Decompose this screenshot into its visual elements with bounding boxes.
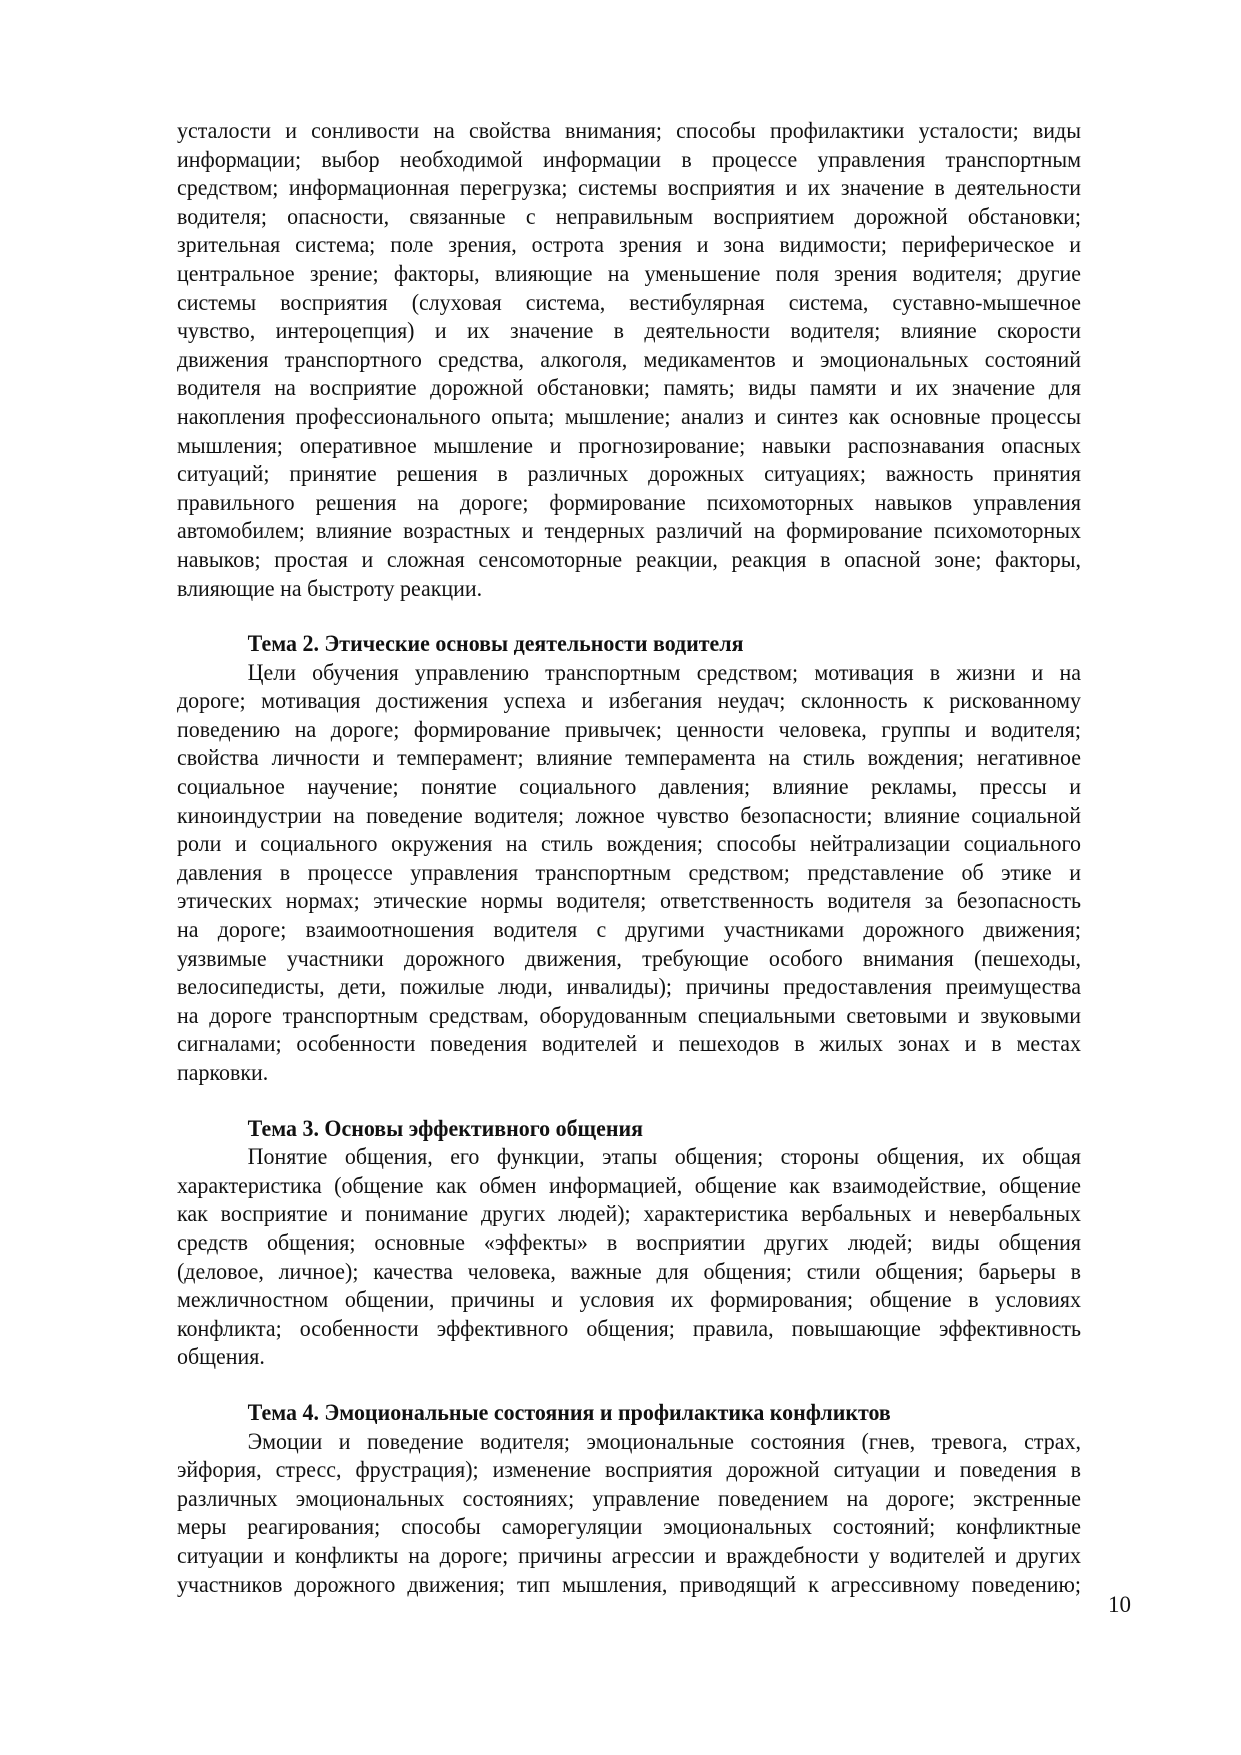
section-topic-3 bbox=[177, 1115, 1081, 1372]
section-topic-4 bbox=[177, 1399, 1081, 1599]
intro-paragraph bbox=[177, 117, 1081, 603]
text-line: этических нормах; этические нормы водителя; ответственность водителя за безопасность bbox=[177, 888, 1081, 915]
text-line: водителя на восприятие дорожной обстановки; память; виды памяти и их значение для bbox=[177, 375, 1081, 402]
text-line: зрительная система; поле зрения, острота зрения и зона видимости; периферическое и bbox=[177, 232, 1081, 259]
text-line: мышления; оперативное мышление и прогнозирование; навыки распознавания опасных bbox=[177, 432, 1081, 459]
paragraph-gap bbox=[177, 603, 1081, 630]
text-line: водителя; опасности, связанные с неправильным восприятием дорожной обстановки; bbox=[177, 203, 1081, 230]
text-line: участников дорожного движения; тип мышления, приводящий к агрессивному поведению; bbox=[177, 1571, 1081, 1598]
text-line: движения транспортного средства, алкоголя, медикаментов и эмоциональных состояний bbox=[177, 346, 1081, 373]
text-line: киноиндустрии на поведение водителя; ложное чувство безопасности; влияние социальной bbox=[177, 802, 1081, 829]
text-line: системы восприятия (слуховая система, вестибулярная система, суставно-мышечное bbox=[177, 289, 1081, 316]
text-line: средств общения; основные «эффекты» в восприятии других людей; виды общения bbox=[177, 1229, 1081, 1256]
text-line: чувство, интероцепция) и их значение в деятельности водителя; влияние скорости bbox=[177, 318, 1081, 345]
section-heading: Тема 3. Основы эффективного общения bbox=[247, 1115, 643, 1142]
text-line: общения. bbox=[177, 1344, 265, 1371]
text-line: социальное научение; понятие социального давления; влияние рекламы, прессы и bbox=[177, 774, 1081, 801]
page-number: 10 bbox=[1108, 1592, 1131, 1617]
text-line: давления в процессе управления транспортным средством; представление об этике и bbox=[177, 859, 1081, 886]
text-line: уязвимые участники дорожного движения, требующие особого внимания (пешеходы, bbox=[177, 945, 1081, 972]
text-line: правильного решения на дороге; формирование психомоторных навыков управления bbox=[177, 489, 1081, 516]
text-line: влияющие на быстроту реакции. bbox=[177, 575, 483, 602]
text-line: усталости и сонливости на свойства внимания; способы профилактики усталости; виды bbox=[177, 118, 1081, 144]
text-line: межличностном общении, причины и условия их формирования; общение в условиях bbox=[177, 1287, 1081, 1314]
text-line: роли и социального окружения на стиль вождения; способы нейтрализации социального bbox=[177, 831, 1081, 858]
text-line: ситуации и конфликты на дороге; причины агрессии и враждебности у водителей и других bbox=[177, 1542, 1081, 1569]
text-line: автомобилем; влияние возрастных и тендерных различий на формирование психомоторных bbox=[177, 518, 1081, 545]
text-line: сигналами; особенности поведения водителей и пешеходов в жилых зонах и в местах bbox=[177, 1031, 1081, 1058]
text-line: (деловое, личное); качества человека, важные для общения; стили общения; барьеры в bbox=[177, 1258, 1081, 1285]
page-body bbox=[177, 117, 1081, 1599]
text-line: свойства личности и темперамент; влияние темперамента на стиль вождения; негативное bbox=[177, 745, 1081, 772]
paragraph-gap bbox=[177, 1088, 1081, 1115]
text-line: Понятие общения, его функции, этапы общения; стороны общения, их общая bbox=[247, 1144, 1081, 1171]
text-line: парковки. bbox=[177, 1060, 269, 1086]
text-line: Цели обучения управлению транспортным средством; мотивация в жизни и на bbox=[247, 659, 1081, 686]
text-line: ситуаций; принятие решения в различных дорожных ситуациях; важность принятия bbox=[177, 461, 1081, 488]
section-topic-2 bbox=[177, 630, 1081, 1088]
text-line: информации; выбор необходимой информации в процессе управления транспортным bbox=[177, 146, 1081, 173]
paragraph-gap bbox=[177, 1372, 1081, 1399]
section-heading: Тема 2. Этические основы деятельности водителя bbox=[247, 631, 744, 658]
text-line: навыков; простая и сложная сенсомоторные реакции, реакция в опасной зоне; факторы, bbox=[177, 546, 1081, 573]
text-line: поведению на дороге; формирование привычек; ценности человека, группы и водителя; bbox=[177, 716, 1081, 743]
text-line: на дороге транспортным средствам, оборудованным специальными световыми и звуковыми bbox=[177, 1002, 1081, 1029]
text-line: меры реагирования; способы саморегуляции эмоциональных состояний; конфликтные bbox=[177, 1514, 1081, 1541]
text-line: на дороге; взаимоотношения водителя с другими участниками дорожного движения; bbox=[177, 917, 1081, 944]
text-line: дороге; мотивация достижения успеха и избегания неудач; склонность к рискованному bbox=[177, 688, 1081, 715]
text-line: эйфория, стресс, фрустрация); изменение восприятия дорожной ситуации и поведения в bbox=[177, 1457, 1081, 1484]
text-line: накопления профессионального опыта; мышление; анализ и синтез как основные процессы bbox=[177, 403, 1081, 430]
text-line: велосипедисты, дети, пожилые люди, инвалиды); причины предоставления преимущества bbox=[177, 974, 1081, 1001]
text-line: средством; информационная перегрузка; системы восприятия и их значение в деятельности bbox=[177, 175, 1081, 202]
text-line: конфликта; особенности эффективного общения; правила, повышающие эффективность bbox=[177, 1315, 1081, 1342]
text-line: характеристика (общение как обмен информацией, общение как взаимодействие, общение bbox=[177, 1172, 1081, 1199]
text-line: центральное зрение; факторы, влияющие на уменьшение поля зрения водителя; другие bbox=[177, 260, 1081, 287]
section-heading: Тема 4. Эмоциональные состояния и профилактика конфликтов bbox=[247, 1399, 891, 1426]
text-line: как восприятие и понимание других людей); характеристика вербальных и невербальных bbox=[177, 1201, 1081, 1228]
text-line: Эмоции и поведение водителя; эмоциональные состояния (гнев, тревога, страх, bbox=[247, 1428, 1081, 1455]
text-line: различных эмоциональных состояниях; управление поведением на дороге; экстренные bbox=[177, 1485, 1081, 1512]
